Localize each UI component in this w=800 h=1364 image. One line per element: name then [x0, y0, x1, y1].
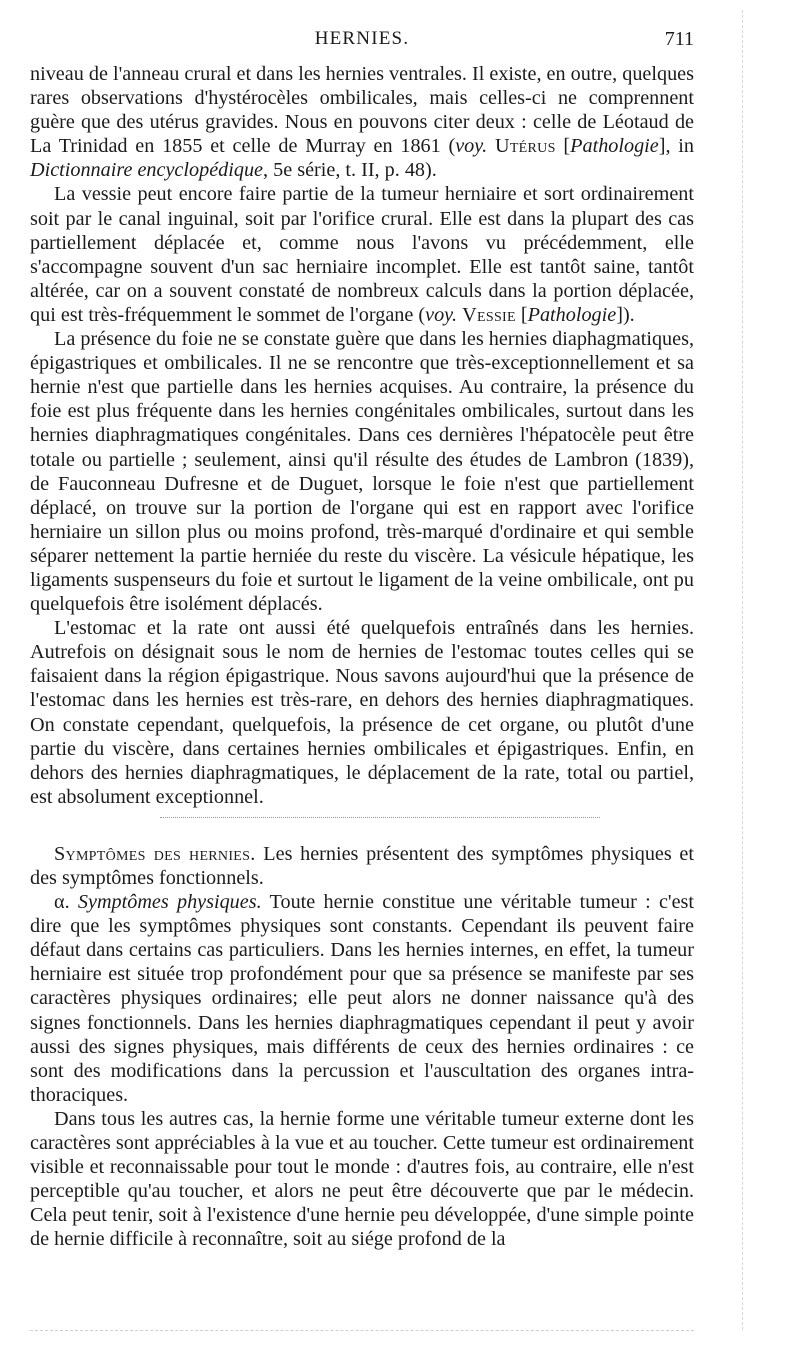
page-number: 711 — [664, 28, 694, 50]
italic-text: voy. — [455, 135, 488, 158]
page-body — [30, 28, 694, 1252]
paragraph-symptomes-physiques — [30, 890, 694, 1107]
bottom-scan-artifact — [30, 1330, 694, 1331]
section-divider — [160, 817, 600, 818]
margin-scan-artifact — [742, 10, 753, 1330]
small-caps-text: Utérus — [494, 135, 556, 158]
italic-text: voy. — [425, 303, 458, 326]
paragraph-hysterocele — [30, 62, 694, 182]
body-text: Toute hernie constitue une véritable tumeur : c'est dire que les symptômes physiques sont constants. Cependant ils peuvent faire défaut dans certains cas particuliers. Dans les hernies internes, en effet, la tumeur herniaire est située trop profondément pour que sa présence se manifeste par ses caractères physiques ordinaires; elle peut alors ne donner naissance qu'à des signes fonctionnels. Dans les hernies diaphragmatiques cependant il peut y avoir aussi des signes physiques, mais différents de ceux des hernies ordinaires : ce sont des modifications dans la percussion et l'auscultation des organes intra-thoraciques. — [30, 891, 694, 1106]
running-head-title: HERNIES. — [314, 28, 410, 49]
body-text: Les hernies présentent des symptômes physiques et des symptômes fonctionnels. — [30, 842, 694, 889]
paragraph-foie — [30, 327, 694, 616]
body-text: L'estomac et la rate ont aussi été quelquefois entraînés dans les hernies. Autrefois on désignait sous le nom de hernies de l'estomac toutes celles qui se faisaient dans la région épigastrique. Nous savons aujourd'hui que la présence de l'estomac dans les hernies est très-rare, en dehors des hernies diaphragmatiques. On constate cependant, quelquefois, la présence de cet organe, ou plutôt d'une partie du viscère, dans certaines hernies ombilicales et épigastriques. Enfin, en dehors des hernies diaphragmatiques, le déplacement de la rate, total ou partiel, est absolument exceptionnel. — [30, 617, 694, 808]
small-caps-text: Vessie — [462, 303, 516, 326]
body-text: α. — [54, 891, 78, 914]
paragraph-tumeur-externe — [30, 1107, 694, 1252]
body-text: [ — [515, 303, 528, 326]
italic-text: Pathologie — [527, 303, 617, 326]
body-text: , 5e série, t. II, p. 48). — [263, 159, 437, 182]
italic-text: Dictionnaire encyclopédique — [30, 159, 264, 182]
body-text: Dans tous les autres cas, la hernie forme une véritable tumeur externe dont les caractères sont appréciables à la vue et au toucher. Cette tumeur est ordinairement visible et reconnaissable pour tout le monde : d'autres fois, au contraire, elle n'est perceptible qu'au toucher, et alors ne peut être découverte que par le médecin. Cela peut tenir, soit à l'existence d'une hernie peu développée, d'une simple pointe de hernie difficile à reconnaître, soit au siége profond de la — [30, 1107, 694, 1251]
italic-text: Pathologie — [570, 135, 659, 158]
body-text — [487, 135, 495, 157]
small-caps-text: Symptômes des hernies. — [54, 842, 256, 865]
body-text: La présence du foie ne se constate guère que dans les hernies diaphagmatiques, épigastriques et ombilicales. Il ne se rencontre que très-exceptionnellement et sa hernie n'est que partielle dans les hernies acquises. Au contraire, la présence du foie est plus fréquente dans les hernies congénitales ombilicales, surtout dans les hernies diaphragmatiques congénitales. Dans ces dernières l'hépatocèle peut être totale ou partielle ; seulement, ainsi qu'il résulte des études de Lambron (1839), de Fauconneau Dufresne et de Duguet, lorsque le foie n'est que partiellement déplacé, on trouve sur la portion de l'organe qui est en rapport avec l'orifice herniaire un sillon plus ou moins profond, très-marqué d'ordinaire et qui semble séparer nettement la partie herniée du reste du viscère. La vésicule hépatique, les ligaments suspenseurs du foie et surtout le ligament de la veine ombilicale, ont pu quelquefois être isolément déplacés. — [30, 328, 694, 616]
body-text: niveau de l'anneau crural et dans les hernies ventrales. Il existe, en outre, quelques rares observations d'hystérocèles ombilicales, mais celles-ci ne comprennent guère que des utérus gravides. Nous en pouvons citer deux : celle de Léotaud de La Trinidad en 1855 et celle de Murray en 1861 ( — [30, 63, 694, 158]
paragraph-vessie — [30, 182, 694, 327]
body-text: [ — [555, 135, 571, 158]
body-text: La vessie peut encore faire partie de la tumeur herniaire et sort ordinairement soit par le canal inguinal, soit par l'orifice crural. Elle est dans la plupart des cas partiellement déplacée et, comme nous l'avons vu précédemment, elle s'accompagne souvent d'un sac herniaire incomplet. Elle est tantôt saine, tantôt altérée, car on a souvent constaté de nombreux calculs dans la portion déplacée, qui est très-fréquemment le sommet de l'organe ( — [30, 183, 694, 326]
italic-text: Symptômes physiques. — [77, 891, 262, 914]
running-head — [30, 28, 694, 62]
paragraph-estomac-rate — [30, 616, 694, 809]
body-text: ]). — [616, 303, 635, 326]
body-text: ], in — [658, 135, 694, 158]
section-heading-symptomes — [30, 842, 694, 890]
